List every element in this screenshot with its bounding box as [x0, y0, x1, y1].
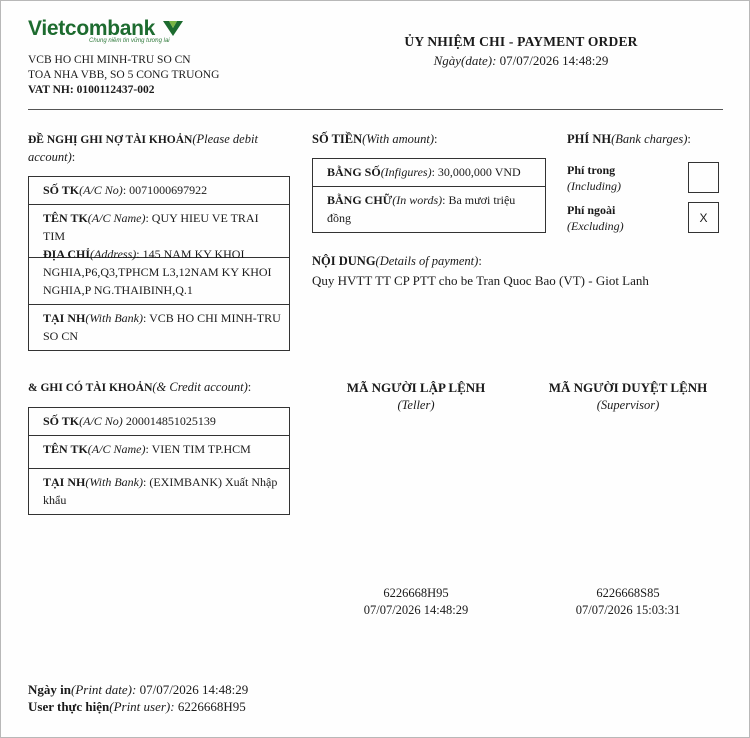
- vietcombank-check-icon: [162, 19, 184, 37]
- debit-address: 145 NAM KY KHOI NGHIA,P6,Q3,TPHCM L3,12NAM KY KHOI NGHIA,P NG.THAIBINH,Q.1: [43, 247, 272, 297]
- teller-block: [316, 379, 516, 414]
- supervisor-block: [528, 379, 728, 414]
- details-heading: NỘI DUNG(Details of payment):: [312, 254, 482, 268]
- debit-address-row: ĐỊA CHỈ(Address): 145 NAM KY KHOI NGHIA,P6,Q3,TPHCM L3,12NAM KY KHOI NGHIA,P NG.THAIBINH,Q.1: [29, 245, 289, 305]
- debit-bank: VCB HO CHI MINH-TRU SO CN: [43, 311, 281, 343]
- teller-code: 6226668H95: [383, 586, 449, 600]
- credit-account-no-row: SỐ TK(A/C No) 200014851025139: [29, 408, 289, 436]
- debit-account-no: 0071000697922: [129, 183, 208, 197]
- print-date-line: Ngày in(Print date): 07/07/2026 14:48:29: [28, 682, 249, 697]
- amount-heading: SỐ TIỀN(With amount):: [312, 132, 438, 146]
- credit-account-name: VIEN TIM TP.HCM: [151, 442, 251, 456]
- debit-account-name: QUY HIEU VE TRAI TIM: [43, 211, 259, 243]
- charges-including-checkbox: [688, 162, 719, 193]
- supervisor-datetime: 07/07/2026 15:03:31: [575, 603, 681, 617]
- amount-box: [312, 158, 546, 233]
- charges-excluding-checkbox: X: [688, 202, 719, 233]
- amount-figures-row: BẰNG SỐ(Infigures): 30,000,000 VND: [313, 159, 545, 187]
- bank-address: TOA NHA VBB, SO 5 CONG TRUONG: [28, 69, 220, 81]
- credit-account-no: 200014851025139: [125, 414, 216, 428]
- teller-heading: MÃ NGƯỜI LẬP LỆNH: [346, 380, 486, 395]
- debit-heading: ĐỀ NGHỊ GHI NỢ TÀI KHOẢN(Please debit account):: [28, 132, 258, 164]
- document-title: ỦY NHIỆM CHI - PAYMENT ORDER: [404, 34, 638, 49]
- credit-bank-row: TẠI NH(With Bank): (EXIMBANK) Xuất Nhập khẩu: [43, 475, 278, 507]
- charges-heading: PHÍ NH(Bank charges):: [567, 132, 691, 146]
- date-value: 07/07/2026 14:48:29: [499, 53, 609, 68]
- print-date: 07/07/2026 14:48:29: [139, 682, 249, 697]
- teller-datetime: 07/07/2026 14:48:29: [363, 603, 469, 617]
- bank-vat: VAT NH: 0100112437-002: [28, 84, 155, 96]
- print-user: 6226668H95: [177, 699, 246, 714]
- charges-excluding-label: Phí ngoài (Excluding): [567, 203, 624, 233]
- amount-words: Ba mươi triệu đồng: [327, 193, 516, 225]
- print-user-line: User thực hiện(Print user): 6226668H95: [28, 699, 246, 714]
- amount-figures: 30,000,000 VND: [437, 165, 521, 179]
- teller-sign-block: [316, 585, 516, 619]
- debit-account-box: [28, 176, 290, 351]
- details-text: Quy HVTT TT CP PTT cho be Tran Quoc Bao (VT) - Giot Lanh: [312, 273, 649, 288]
- bank-logo-text: Vietcombank: [28, 17, 156, 40]
- charges-including-label: Phí trong (Including): [567, 163, 621, 193]
- credit-bank: (EXIMBANK) Xuất Nhập khẩu: [43, 475, 278, 507]
- supervisor-heading: MÃ NGƯỜI DUYỆT LỆNH: [548, 380, 708, 395]
- debit-bank-row: TẠI NH(With Bank): VCB HO CHI MINH-TRU SO CN: [43, 311, 281, 343]
- debit-account-name-row: TÊN TK(A/C Name): QUY HIEU VE TRAI TIM: [29, 205, 289, 258]
- supervisor-sign-block: [528, 585, 728, 619]
- amount-words-row: BẰNG CHỮ(In words): Ba mươi triệu đồng: [327, 193, 516, 225]
- bank-slogan: Chung niềm tin vững tương lai: [89, 38, 170, 44]
- credit-account-name-row: TÊN TK(A/C Name): VIEN TIM TP.HCM: [29, 436, 289, 469]
- date-label: Ngày(date):: [433, 53, 497, 68]
- credit-heading: & GHI CÓ TÀI KHOẢN(& Credit account):: [28, 380, 252, 394]
- supervisor-code: 6226668S85: [596, 586, 660, 600]
- bank-branch: VCB HO CHI MINH-TRU SO CN: [28, 54, 191, 66]
- document-date: [331, 53, 711, 69]
- header-divider: [28, 109, 723, 110]
- teller-sub: (Teller): [397, 398, 435, 412]
- debit-account-no-row: SỐ TK(A/C No): 0071000697922: [29, 177, 289, 205]
- supervisor-sub: (Supervisor): [596, 398, 660, 412]
- credit-account-box: [28, 407, 290, 515]
